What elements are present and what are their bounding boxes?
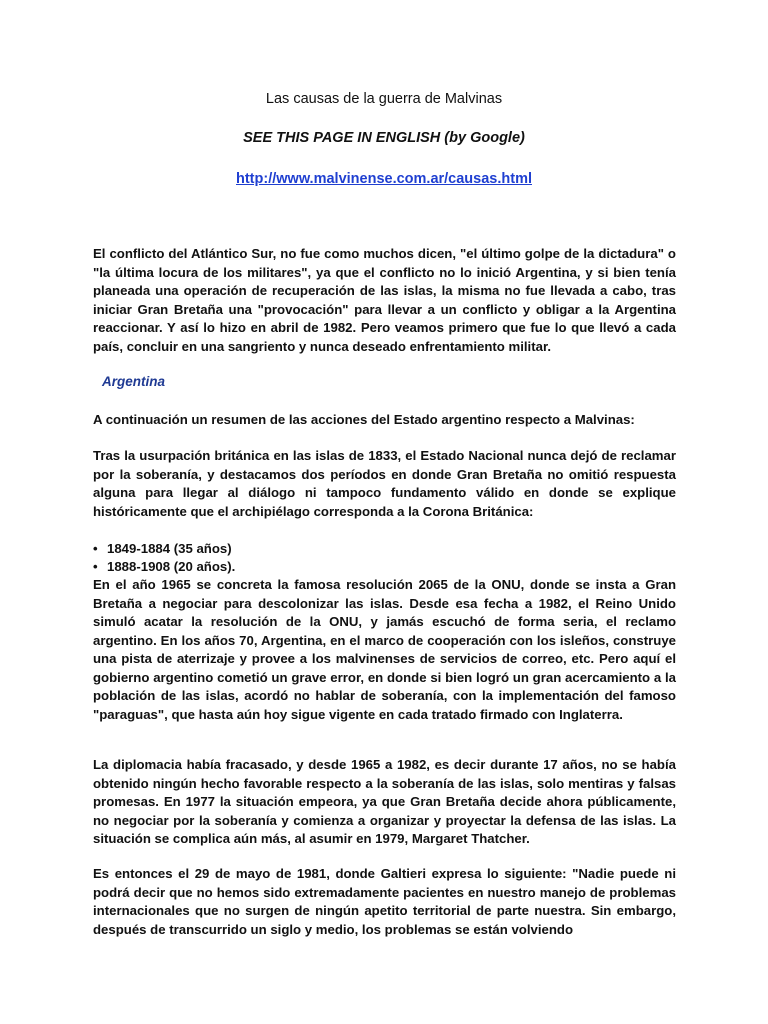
source-url-line bbox=[0, 170, 768, 188]
source-url-link[interactable]: http://www.malvinense.com.ar/causas.html bbox=[236, 171, 532, 187]
diplomacy-paragraph: La diplomacia había fracasado, y desde 1965 a 1982, es decir durante 17 años, no se había obtenido ningún hecho favorable respecto a la soberanía de las islas, solo mentiras y falsas promesas. En 1977 la situación empeora, ya que Gran Bretaña decide ahora públicamente, no negociar por la soberanía y comienza a organizar y proyectar la defensa de las islas. La situación se complica aún más, al asumir en 1979, Margaret Thatcher. bbox=[93, 757, 676, 846]
list-item: • 1849-1884 (35 años) bbox=[93, 540, 235, 558]
english-translation-link[interactable]: SEE THIS PAGE IN ENGLISH (by Google) bbox=[243, 130, 525, 146]
onu-paragraph: En el año 1965 se concreta la famosa resolución 2065 de la ONU, donde se insta a Gran Bretaña a negociar para descolonizar las islas. Desde esa fecha a 1982, el Reino Unido simuló acatar la resolución de la ONU, y jamás escuchó de forma seria, el reclamo argentino. En los años 70, Argentina, en el marco de cooperación con los isleños, construye una pista de aterrizaje y provee a los malvinenses de servicios de correo, etc. Pero aquí el gobierno argentino cometió un grave error, en donde si bien logró un gran acercamiento a la población de las islas, acordó no hablar de soberanía, con la implementación del famoso "paraguas", que hasta aún hoy sigue vigente en cada tratado firmado con Inglaterra. bbox=[93, 577, 676, 722]
periods-list bbox=[93, 540, 235, 576]
list-item: • 1888-1908 (20 años). bbox=[93, 558, 235, 576]
document-title: Las causas de la guerra de Malvinas bbox=[265, 91, 503, 107]
intro-paragraph: El conflicto del Atlántico Sur, no fue como muchos dicen, "el último golpe de la dictadura" o "la última locura de los militares", ya que el conflicto no lo inició Argentina, y si bien tenía planeada una operación de recuperación de las islas, la misma no fue llevada a cabo, tras iniciar Gran Bretaña una "provocación" para llevar a un conflicto y obligar a la Argentina reaccionar. Y así lo hizo en abril de 1982. Pero veamos primero que fue lo que llevó a cada país, concluir en una sangriento y nunca deseado enfrentamiento militar. bbox=[93, 246, 676, 354]
galtieri-paragraph: Es entonces el 29 de mayo de 1981, donde Galtieri expresa lo siguiente: "Nadie puede ni podrá decir que no hemos sido extremadamente pacientes en nuestro manejo de problemas internacionales que no surgen de ningún apetito territorial de parte nuestra. Sin embargo, después de transcurrido un siglo y medio, los problemas se están volviendo bbox=[93, 866, 676, 937]
section-heading-argentina: Argentina bbox=[102, 374, 166, 389]
summary-intro-paragraph: A continuación un resumen de las acciones del Estado argentino respecto a Malvinas: bbox=[93, 412, 635, 427]
usurpation-paragraph: Tras la usurpación británica en las islas de 1833, el Estado Nacional nunca dejó de reclamar por la soberanía, y destacamos dos períodos en donde Gran Bretaña no omitió respuesta alguna para llegar al diálogo ni tampoco fundamento válido en donde se explique históricamente que el archipiélago corresponda a la Corona Británica: bbox=[93, 448, 676, 519]
